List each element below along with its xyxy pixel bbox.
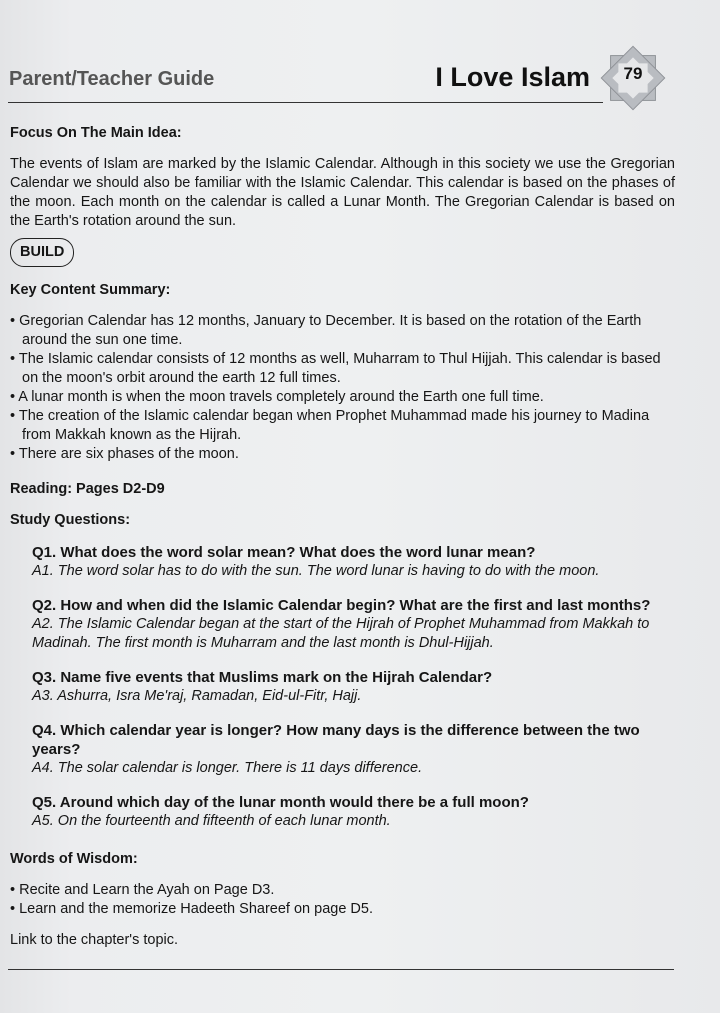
qa-block bbox=[32, 721, 675, 778]
answer-3: A3. Ashurra, Isra Me'raj, Ramadan, Eid-ul-Fitr, Hajj. bbox=[32, 688, 362, 704]
answer-4: A4. The solar calendar is longer. There is 11 days difference. bbox=[32, 760, 423, 776]
list-item: • The creation of the Islamic calendar began when Prophet Muhammad made his journey to Madina from Makkah known as the Hijrah. bbox=[10, 408, 650, 443]
page-number: 79 bbox=[623, 64, 643, 83]
question-4: Q4. Which calendar year is longer? How many days is the difference between the two years? bbox=[32, 722, 640, 758]
reading-line: Reading: Pages D2-D9 bbox=[10, 481, 165, 497]
summary-list bbox=[10, 312, 675, 464]
answer-1: A1. The word solar has to do with the sun. The word lunar is having to do with the moon. bbox=[32, 563, 600, 579]
wisdom-list bbox=[10, 881, 675, 919]
list-item: • A lunar month is when the moon travels completely around the Earth one full time. bbox=[10, 389, 544, 405]
qa-block bbox=[32, 668, 675, 706]
list-item: • Gregorian Calendar has 12 months, January to December. It is based on the rotation of the Earth around the sun one time. bbox=[10, 313, 642, 348]
header-divider bbox=[8, 102, 603, 103]
main-content bbox=[10, 124, 675, 950]
footer-divider bbox=[8, 969, 674, 970]
focus-paragraph: The events of Islam are marked by the Islamic Calendar. Although in this society we use the Gregorian Calendar we should also be familiar with the Islamic Calendar. This calendar is based on the phases of the moon. Each month on the calendar is called a Lunar Month. The Gregorian Calendar is based on the Earth's rotation around the sun. bbox=[10, 156, 675, 229]
qa-block bbox=[32, 793, 675, 831]
question-1: Q1. What does the word solar mean? What does the word lunar mean? bbox=[32, 544, 536, 561]
list-item: • The Islamic calendar consists of 12 months as well, Muharram to Thul Hijjah. This calendar is based on the moon's orbit around the earth 12 full times. bbox=[10, 351, 661, 386]
question-2: Q2. How and when did the Islamic Calendar begin? What are the first and last months? bbox=[32, 597, 651, 614]
qa-block bbox=[32, 543, 675, 581]
answer-5: A5. On the fourteenth and fifteenth of each lunar month. bbox=[32, 813, 391, 829]
qa-block bbox=[32, 596, 675, 653]
list-item: • There are six phases of the moon. bbox=[10, 446, 239, 462]
header-right-title: I Love Islam bbox=[435, 62, 590, 92]
focus-heading: Focus On The Main Idea: bbox=[10, 125, 182, 141]
wisdom-heading: Words of Wisdom: bbox=[10, 851, 138, 867]
list-item: • Learn and the memorize Hadeeth Shareef on page D5. bbox=[10, 901, 373, 917]
answer-2: A2. The Islamic Calendar began at the start of the Hijrah of Prophet Muhammad from Makkah to Madinah. The first month is Muharram and the last month is Dhul-Hijjah. bbox=[32, 616, 650, 651]
study-heading: Study Questions: bbox=[10, 512, 131, 528]
summary-heading: Key Content Summary: bbox=[10, 282, 171, 298]
link-text: Link to the chapter's topic. bbox=[10, 932, 179, 948]
build-badge: BUILD bbox=[10, 238, 74, 267]
header-left-title: Parent/Teacher Guide bbox=[9, 68, 215, 90]
list-item: • Recite and Learn the Ayah on Page D3. bbox=[10, 882, 275, 898]
question-3: Q3. Name five events that Muslims mark on the Hijrah Calendar? bbox=[32, 669, 493, 686]
question-5: Q5. Around which day of the lunar month would there be a full moon? bbox=[32, 794, 529, 811]
